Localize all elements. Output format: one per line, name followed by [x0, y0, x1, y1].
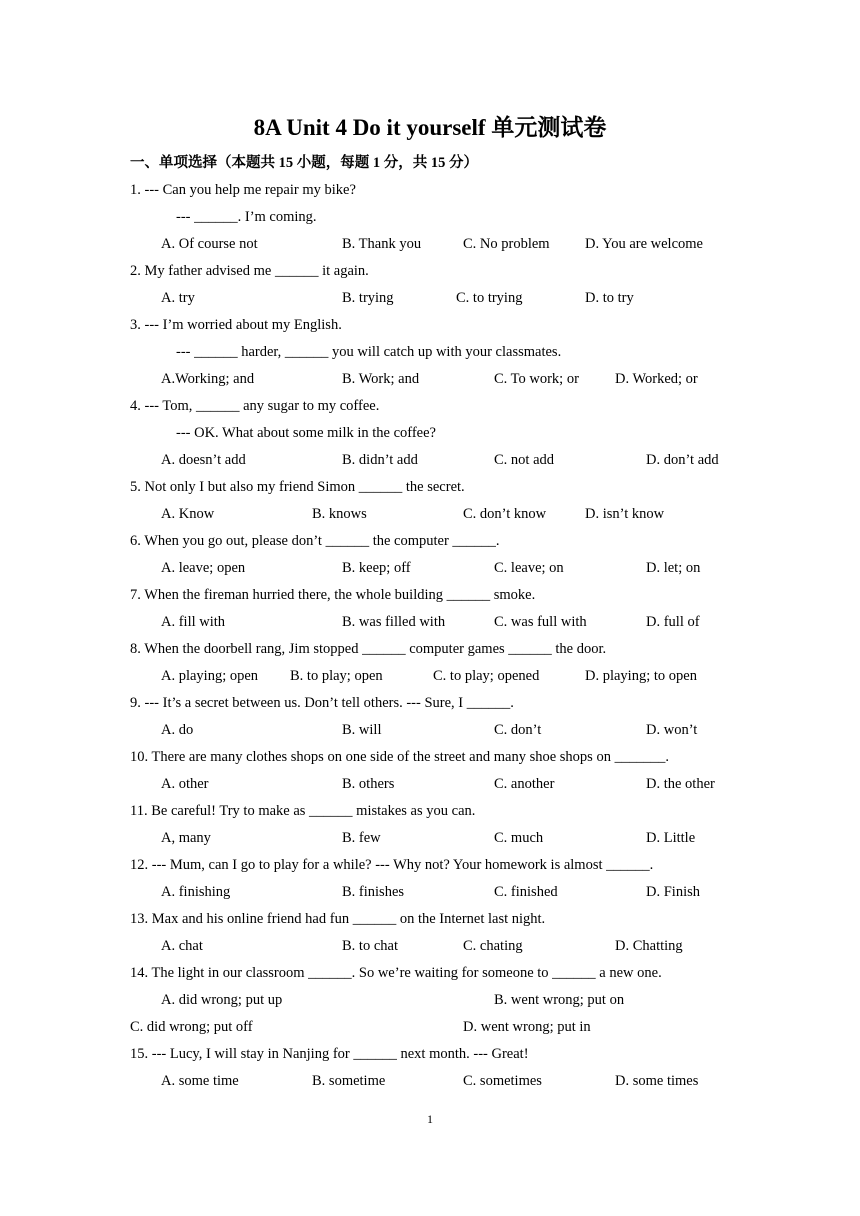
question-stem: 2. My father advised me ______ it again.	[130, 263, 369, 279]
question-stem-reply: --- OK. What about some milk in the coffee?	[176, 425, 436, 441]
option-c: C. did wrong; put off	[130, 1019, 253, 1035]
option-b: B. didn’t add	[342, 452, 418, 468]
option-b: B. to play; open	[290, 668, 383, 684]
question-stem: 11. Be careful! Try to make as ______ mistakes as you can.	[130, 803, 476, 819]
option-a: A.Working; and	[161, 371, 255, 387]
option-c: C. to play; opened	[433, 668, 540, 684]
option-a: A. Know	[161, 506, 215, 522]
option-a: A. some time	[161, 1073, 239, 1089]
option-a: A. other	[161, 776, 209, 792]
option-d: D. Chatting	[615, 938, 683, 954]
option-c: C. To work; or	[494, 371, 579, 387]
option-b: B. went wrong; put on	[494, 992, 625, 1008]
page-title: 8A Unit 4 Do it yourself 单元测试卷	[253, 115, 607, 140]
option-a: A. playing; open	[161, 668, 259, 684]
option-b: B. Thank you	[342, 236, 422, 252]
option-a: A. try	[161, 290, 195, 306]
option-d: D. Worked; or	[615, 371, 698, 387]
option-d: D. Little	[646, 830, 696, 846]
option-a: A. doesn’t add	[161, 452, 246, 468]
option-c: C. don’t	[494, 722, 542, 738]
option-b: B. sometime	[312, 1073, 386, 1089]
option-d: D. the other	[646, 776, 715, 792]
option-a: A. leave; open	[161, 560, 246, 576]
question-stem: 3. --- I’m worried about my English.	[130, 317, 342, 333]
option-d: D. isn’t know	[585, 506, 665, 522]
option-a: A. finishing	[161, 884, 231, 900]
section-heading: 一、单项选择（本题共 15 小题，每题 1 分，共 15 分）	[130, 155, 478, 171]
option-c: C. No problem	[463, 236, 550, 252]
option-a: A. Of course not	[161, 236, 258, 252]
question-stem: 15. --- Lucy, I will stay in Nanjing for ______ next month. --- Great!	[130, 1046, 529, 1062]
option-c: C. finished	[494, 884, 558, 900]
question-stem: 8. When the doorbell rang, Jim stopped ______ computer games ______ the door.	[130, 641, 607, 657]
option-c: C. much	[494, 830, 544, 846]
option-c: C. don’t know	[463, 506, 547, 522]
option-c: C. sometimes	[463, 1073, 542, 1089]
option-c: C. chating	[463, 938, 523, 954]
option-a: A, many	[161, 830, 211, 846]
option-b: B. finishes	[342, 884, 405, 900]
option-b: B. few	[342, 830, 381, 846]
question-stem-reply: --- ______ harder, ______ you will catch up with your classmates.	[176, 344, 562, 360]
option-d: D. let; on	[646, 560, 701, 576]
question-stem: 4. --- Tom, ______ any sugar to my coffee.	[130, 398, 380, 414]
question-stem: 9. --- It’s a secret between us. Don’t tell others. --- Sure, I ______.	[130, 695, 514, 711]
question-stem: 7. When the fireman hurried there, the whole building ______ smoke.	[130, 587, 536, 603]
option-a: A. did wrong; put up	[161, 992, 283, 1008]
option-c: C. to trying	[456, 290, 523, 306]
question-stem-reply: --- ______. I’m coming.	[176, 209, 317, 225]
option-d: D. won’t	[646, 722, 698, 738]
option-b: B. to chat	[342, 938, 398, 954]
option-d: D. some times	[615, 1073, 699, 1089]
page-number: 1	[427, 1112, 433, 1126]
option-b: B. Work; and	[342, 371, 420, 387]
option-c: C. not add	[494, 452, 555, 468]
option-b: B. keep; off	[342, 560, 411, 576]
option-b: B. trying	[342, 290, 394, 306]
option-b: B. knows	[312, 506, 367, 522]
option-c: C. was full with	[494, 614, 587, 630]
question-stem: 10. There are many clothes shops on one side of the street and many shoe shops on _______.	[130, 749, 669, 765]
option-c: C. another	[494, 776, 555, 792]
option-a: A. chat	[161, 938, 203, 954]
question-stem: 14. The light in our classroom ______. So we’re waiting for someone to ______ a new one.	[130, 965, 662, 981]
question-stem: 13. Max and his online friend had fun ______ on the Internet last night.	[130, 911, 546, 927]
option-d: D. You are welcome	[585, 236, 703, 252]
option-d: D. Finish	[646, 884, 700, 900]
option-d: D. went wrong; put in	[463, 1019, 591, 1035]
option-a: A. fill with	[161, 614, 226, 630]
question-stem: 12. --- Mum, can I go to play for a while? --- Why not? Your homework is almost ______.	[130, 857, 654, 873]
option-d: D. don’t add	[646, 452, 719, 468]
option-a: A. do	[161, 722, 194, 738]
question-stem: 6. When you go out, please don’t ______ the computer ______.	[130, 533, 500, 549]
option-d: D. to try	[585, 290, 634, 306]
option-d: D. full of	[646, 614, 700, 630]
option-d: D. playing; to open	[585, 668, 697, 684]
question-stem: 5. Not only I but also my friend Simon ______ the secret.	[130, 479, 465, 495]
option-b: B. others	[342, 776, 395, 792]
option-b: B. will	[342, 722, 382, 738]
option-c: C. leave; on	[494, 560, 564, 576]
question-stem: 1. --- Can you help me repair my bike?	[130, 182, 356, 198]
option-b: B. was filled with	[342, 614, 446, 630]
